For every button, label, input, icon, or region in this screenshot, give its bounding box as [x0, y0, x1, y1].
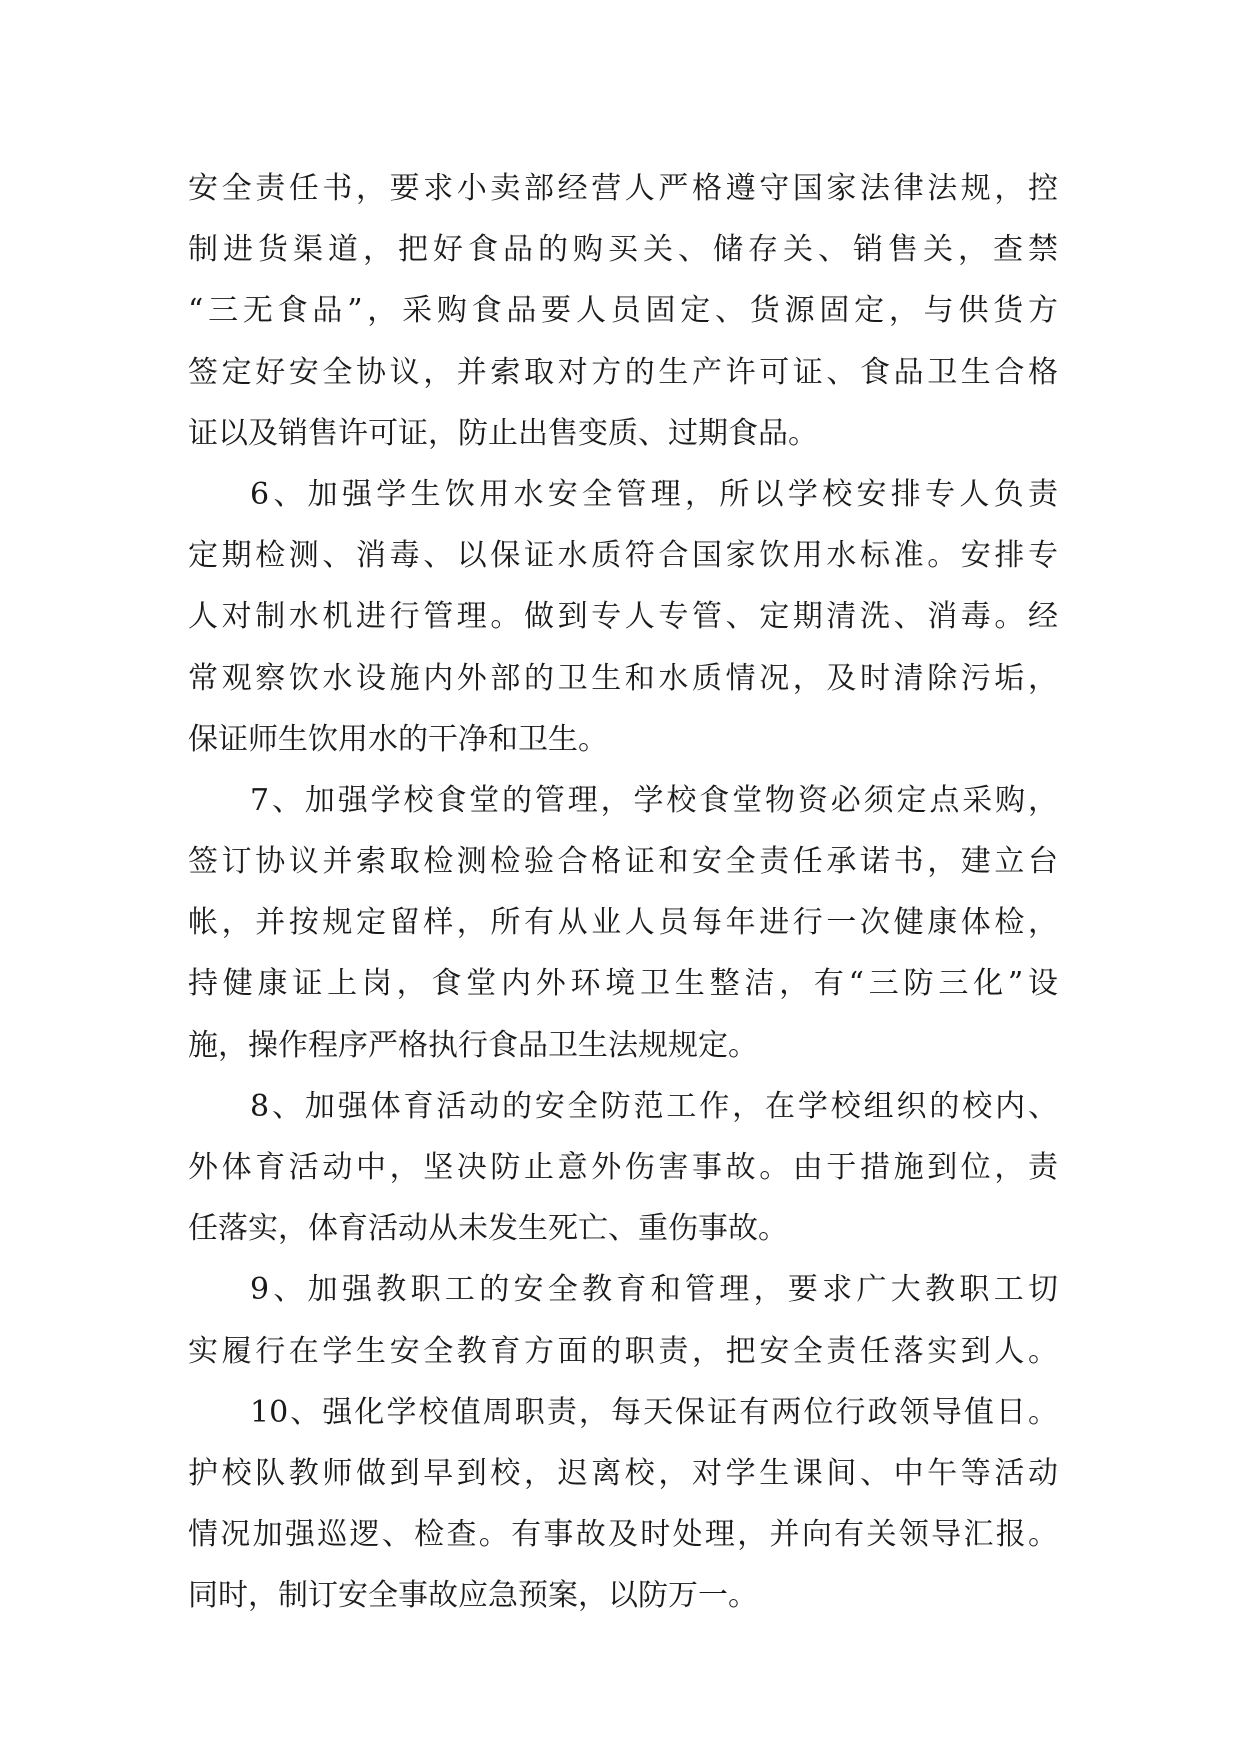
paragraph-item-6	[188, 464, 1058, 770]
text-line: 持健康证上岗，食堂内外环境卫生整洁，有“三防三化”设	[188, 966, 1058, 1002]
paragraph-item-8	[188, 1076, 1058, 1260]
text-line: 保证师生饮用水的干净和卫生。	[188, 721, 608, 757]
text-line: 外体育活动中，坚决防止意外伤害事故。由于措施到位，责	[188, 1150, 1058, 1185]
text-line: 定期检测、消毒、以保证水质符合国家饮用水标准。安排专	[188, 538, 1058, 574]
text-line: 任落实，体育活动从未发生死亡、重伤事故。	[188, 1211, 788, 1247]
text-line: 施，操作程序严格执行食品卫生法规规定。	[188, 1027, 758, 1063]
text-line: 人对制水机进行管理。做到专人专管、定期清洗、消毒。经	[188, 599, 1058, 635]
text-line: 9、加强教职工的安全教育和管理，要求广大教职工切	[250, 1272, 1058, 1308]
text-line: 6、加强学生饮用水安全管理，所以学校安排专人负责	[250, 476, 1058, 512]
document-body	[188, 158, 1058, 1627]
text-line: 护校队教师做到早到校，迟离校，对学生课间、中午等活动	[188, 1455, 1058, 1491]
text-line: 签订协议并索取检测检验合格证和安全责任承诺书，建立台	[188, 844, 1058, 880]
text-line: 10、强化学校值周职责，每天保证有两位行政领导值日。	[250, 1394, 1058, 1430]
text-line: 证以及销售许可证，防止出售变质、过期食品。	[188, 415, 818, 451]
text-line: 常观察饮水设施内外部的卫生和水质情况，及时清除污垢，	[188, 660, 1058, 696]
text-line: 实履行在学生安全教育方面的职责，把安全责任落实到人。	[188, 1333, 1058, 1369]
text-line: 8、加强体育活动的安全防范工作，在学校组织的校内、	[250, 1088, 1058, 1124]
text-line: 7、加强学校食堂的管理，学校食堂物资必须定点采购，	[250, 782, 1058, 818]
text-line: 安全责任书，要求小卖部经营人严格遵守国家法律法规，控	[188, 171, 1058, 206]
paragraph-item-9	[188, 1259, 1058, 1381]
text-line: “三无食品”，采购食品要人员固定、货源固定，与供货方	[188, 293, 1058, 329]
text-line: 帐，并按规定留样，所有从业人员每年进行一次健康体检，	[188, 905, 1058, 941]
paragraph-item-10	[188, 1382, 1058, 1627]
paragraph-item-7	[188, 770, 1058, 1076]
text-line: 情况加强巡逻、检查。有事故及时处理，并向有关领导汇报。	[188, 1517, 1058, 1553]
paragraph-store-safety	[188, 158, 1058, 464]
text-line: 签定好安全协议，并索取对方的生产许可证、食品卫生合格	[188, 354, 1058, 390]
text-line: 制进货渠道，把好食品的购买关、储存关、销售关，查禁	[188, 232, 1058, 268]
text-line: 同时，制订安全事故应急预案，以防万一。	[188, 1578, 758, 1614]
